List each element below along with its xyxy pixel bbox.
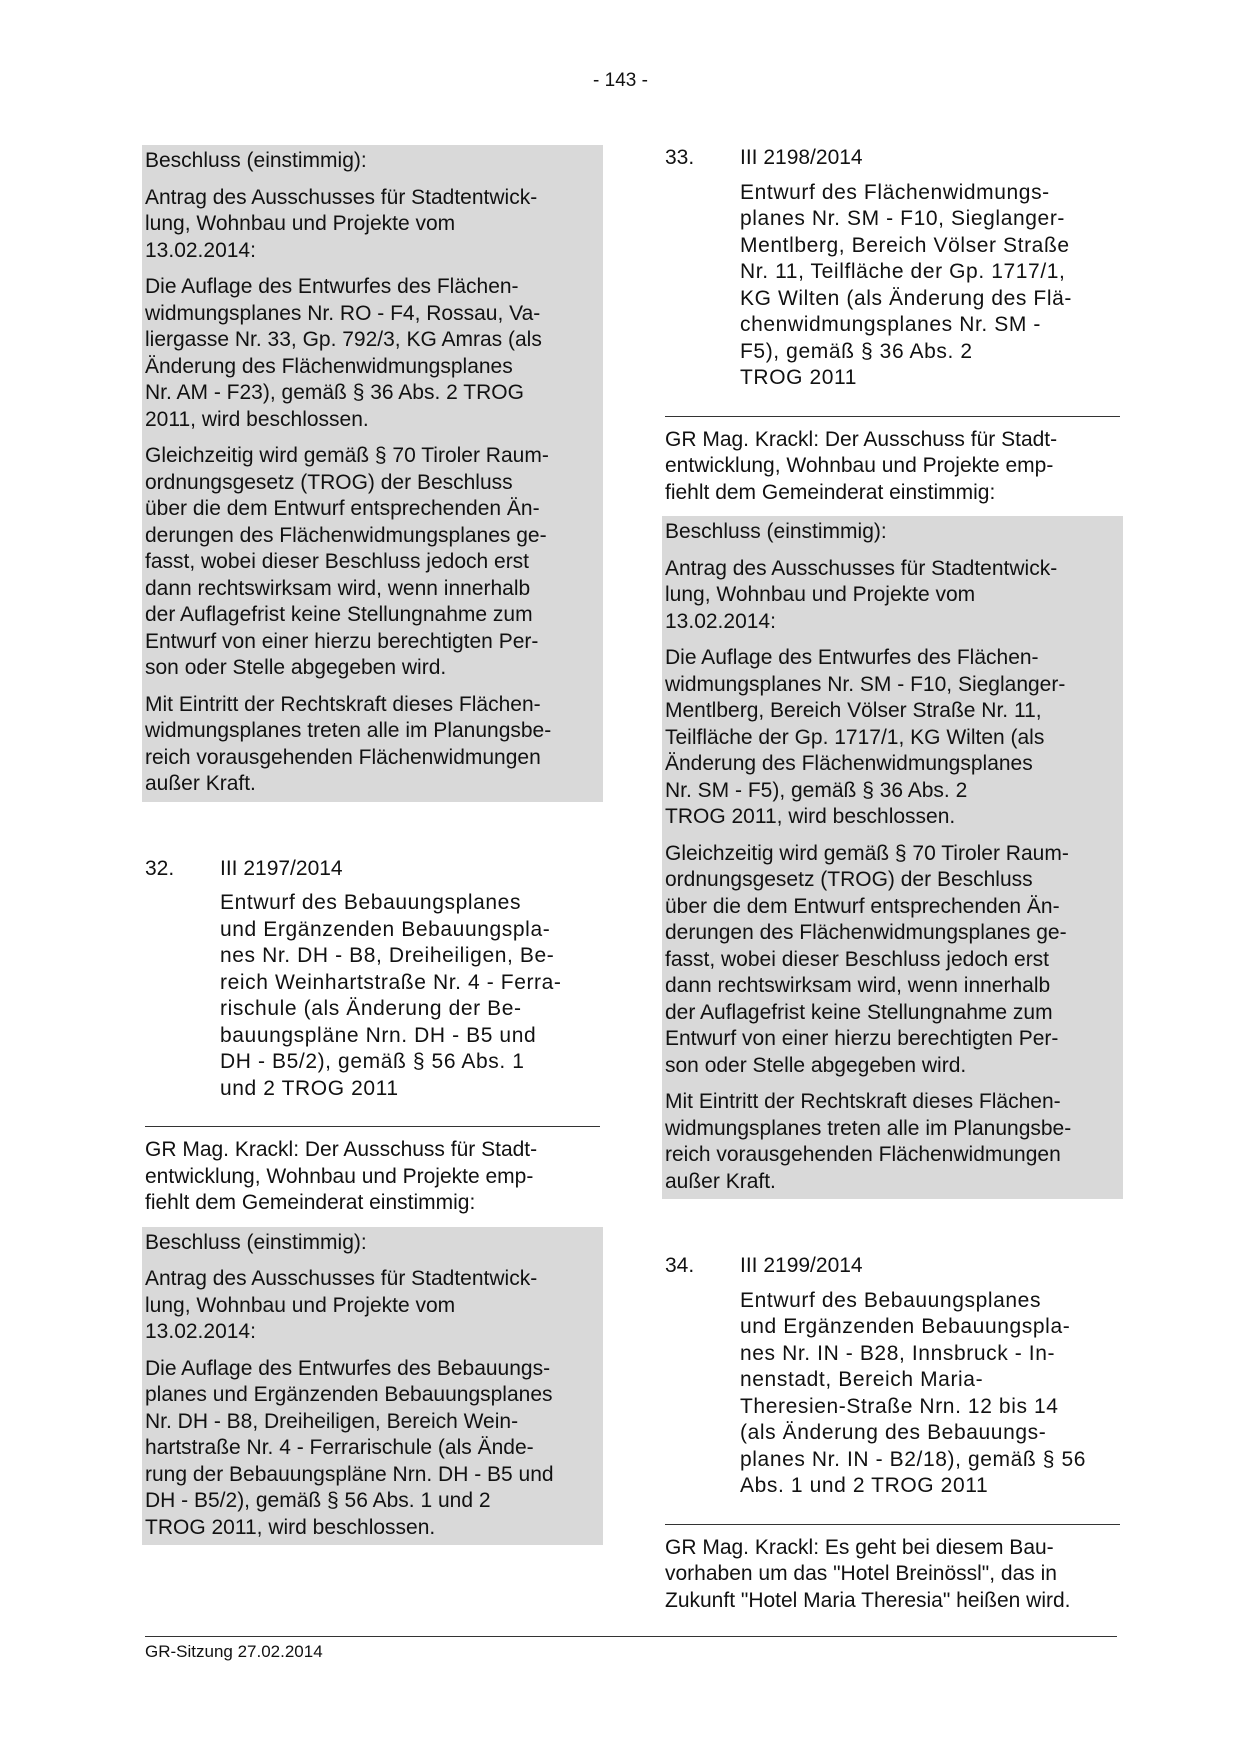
- speaker-statement: GR Mag. Krackl: Der Ausschuss für Stadt- entwicklung, Wohnbau und Projekte emp- fiehlt dem Gemeinderat einstimmig:: [145, 1138, 538, 1214]
- item-reference: III 2198/2014: [740, 146, 863, 169]
- divider: [665, 1524, 1120, 1525]
- divider: [145, 1126, 600, 1127]
- item-reference: III 2199/2014: [740, 1254, 863, 1277]
- right-column: [665, 145, 1120, 1614]
- item-number: 34.: [665, 1254, 695, 1277]
- resolution-text: Mit Eintritt der Rechtskraft dieses Flächen- widmungsplanes treten alle im Planungsbe- reich vorausgehenden Flächenwidmungen außer Kraft.: [145, 692, 552, 795]
- resolution-text: Die Auflage des Entwurfes des Bebauungs- planes und Ergänzenden Bebauungsplanes Nr. DH - B8, Dreiheiligen, Bereich Wein- hartstraße Nr. 4 - Ferrarischule (als Ände- rung der Bebauungspläne Nrn. DH - B5 und DH - B5/2), gemäß § 56 Abs. 1 und 2 TROG 2011, wird beschlossen.: [145, 1356, 554, 1539]
- resolution-block-32: [142, 1227, 603, 1546]
- resolution-text: Mit Eintritt der Rechtskraft dieses Flächen- widmungsplanes treten alle im Planungsbe- reich vorausgehenden Flächenwidmungen außer Kraft.: [665, 1090, 1072, 1193]
- resolution-heading: Beschluss (einstimmig):: [145, 149, 367, 172]
- resolution-block-33: [662, 516, 1123, 1199]
- motion-text: Antrag des Ausschusses für Stadtentwick- lung, Wohnbau und Projekte vom 13.02.2014:: [665, 556, 1058, 633]
- resolution-block-31: [142, 145, 603, 802]
- item-reference: III 2197/2014: [220, 856, 343, 880]
- footer-text: GR-Sitzung 27.02.2014: [145, 1642, 323, 1661]
- resolution-text: Gleichzeitig wird gemäß § 70 Tiroler Raum- ordnungsgesetz (TROG) der Beschluss über die dem Entwurf entsprechenden Än- derungen des Flächenwidmungsplanes ge- fasst, wobei dieser Beschluss jedoch erst dann rechtswirksam wird, wenn innerhalb der Auflagefrist keine Stellungnahme zum Entwurf von einer hierzu berechtigten Per- son oder Stelle abgegeben wird.: [665, 841, 1069, 1077]
- item-title: Entwurf des Bebauungsplanes und Ergänzenden Bebauungspla- nes Nr. IN - B28, Innsbruck - In- nenstadt, Bereich Maria- Theresien-Straße Nrn. 12 bis 14 (als Änderung des Bebauungs- planes Nr. IN - B2/18), gemäß § 56 Abs. 1 und 2 TROG 2011: [740, 1288, 1087, 1497]
- agenda-item-33: [665, 145, 1120, 1199]
- item-number: 33.: [665, 146, 695, 169]
- page-number: - 143 -: [593, 70, 648, 91]
- motion-text: Antrag des Ausschusses für Stadtentwick- lung, Wohnbau und Projekte vom 13.02.2014:: [145, 185, 538, 262]
- speaker-statement: GR Mag. Krackl: Es geht bei diesem Bau- vorhaben um das "Hotel Breinössl", das in Zukunft "Hotel Maria Theresia" heißen wird.: [665, 1535, 1071, 1612]
- item-title: Entwurf des Flächenwidmungs- planes Nr. SM - F10, Sieglanger- Mentlberg, Bereich Völser Straße Nr. 11, Teilfläche der Gp. 1717/1, KG Wilten (als Änderung des Flä- chenwidmungsplanes Nr. SM - F5), gemäß § 36 Abs. 2 TROG 2011: [740, 180, 1072, 389]
- speaker-statement: GR Mag. Krackl: Der Ausschuss für Stadt- entwicklung, Wohnbau und Projekte emp- fiehlt dem Gemeinderat einstimmig:: [665, 427, 1058, 504]
- item-title: Entwurf des Bebauungsplanes und Ergänzenden Bebauungspla- nes Nr. DH - B8, Dreiheiligen, Be- reich Weinhartstraße Nr. 4 - Ferra- rischule (als Änderung der Be- bauungspläne Nrn. DH - B5 und DH - B5/2), gemäß § 56 Abs. 1 und 2 TROG 2011: [220, 891, 562, 1100]
- resolution-heading: Beschluss (einstimmig):: [145, 1230, 367, 1254]
- agenda-item-32: [145, 856, 600, 1546]
- item-number: 32.: [145, 856, 175, 880]
- resolution-text: Die Auflage des Entwurfes des Flächen- widmungsplanes Nr. SM - F10, Sieglanger- Mentlberg, Bereich Völser Straße Nr. 11, Teilfläche der Gp. 1717/1, KG Wilten (als Änderung des Flächenwidmungsplanes Nr. SM - F5), gemäß § 36 Abs. 2 TROG 2011, wird beschlossen.: [665, 646, 1066, 828]
- agenda-item-34: [665, 1253, 1120, 1614]
- resolution-text: Gleichzeitig wird gemäß § 70 Tiroler Raum- ordnungsgesetz (TROG) der Beschluss über die dem Entwurf entsprechenden Än- derungen des Flächenwidmungsplanes ge- fasst, wobei dieser Beschluss jedoch erst dann rechtswirksam wird, wenn innerhalb der Auflagefrist keine Stellungnahme zum Entwurf von einer hierzu berechtigten Per- son oder Stelle abgegeben wird.: [145, 444, 549, 679]
- motion-text: Antrag des Ausschusses für Stadtentwick- lung, Wohnbau und Projekte vom 13.02.2014:: [145, 1267, 538, 1343]
- resolution-heading: Beschluss (einstimmig):: [665, 520, 887, 543]
- resolution-text: Die Auflage des Entwurfes des Flächen- widmungsplanes Nr. RO - F4, Rossau, Va- liergasse Nr. 33, Gp. 792/3, KG Amras (als Änderung des Flächenwidmungsplanes Nr. AM - F23), gemäß § 36 Abs. 2 TROG 2011, wird beschlossen.: [145, 275, 542, 431]
- left-column: [145, 145, 600, 1545]
- footer-divider: [145, 1636, 1117, 1637]
- divider: [665, 416, 1120, 417]
